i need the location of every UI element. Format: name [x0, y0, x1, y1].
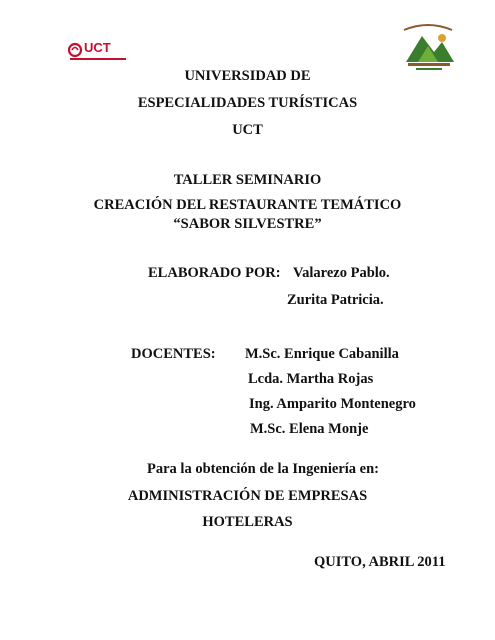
docente-name: Ing. Amparito Montenegro — [249, 396, 416, 412]
place-date: QUITO, ABRIL 2011 — [314, 554, 446, 570]
authors-label: ELABORADO POR: — [148, 265, 281, 281]
uct-logo-text: UCT — [84, 40, 111, 55]
university-name-line1: UNIVERSIDAD DE — [184, 68, 311, 84]
docente-name: Lcda. Martha Rojas — [248, 371, 374, 387]
author-name: Valarezo Pablo. — [293, 265, 390, 281]
docente-name: M.Sc. Enrique Cabanilla — [245, 346, 399, 362]
author-name: Zurita Patricia. — [287, 292, 384, 308]
degree-intro: Para la obtención de la Ingeniería en: — [147, 461, 379, 477]
seminar-label: TALLER SEMINARIO — [173, 172, 322, 188]
university-acronym: UCT — [232, 122, 263, 138]
docente-name: M.Sc. Elena Monje — [250, 421, 369, 437]
degree-program-cont: HOTELERAS — [202, 514, 293, 530]
degree-program: ADMINISTRACIÓN DE EMPRESAS — [127, 488, 368, 504]
restaurant-name: “SABOR SILVESTRE” — [173, 216, 322, 232]
docentes-label: DOCENTES: — [131, 346, 216, 362]
restaurant-logo-icon — [396, 22, 460, 74]
project-title: CREACIÓN DEL RESTAURANTE TEMÁTICO — [93, 197, 402, 213]
university-name-line2: ESPECIALIDADES TURÍSTICAS — [137, 95, 358, 111]
